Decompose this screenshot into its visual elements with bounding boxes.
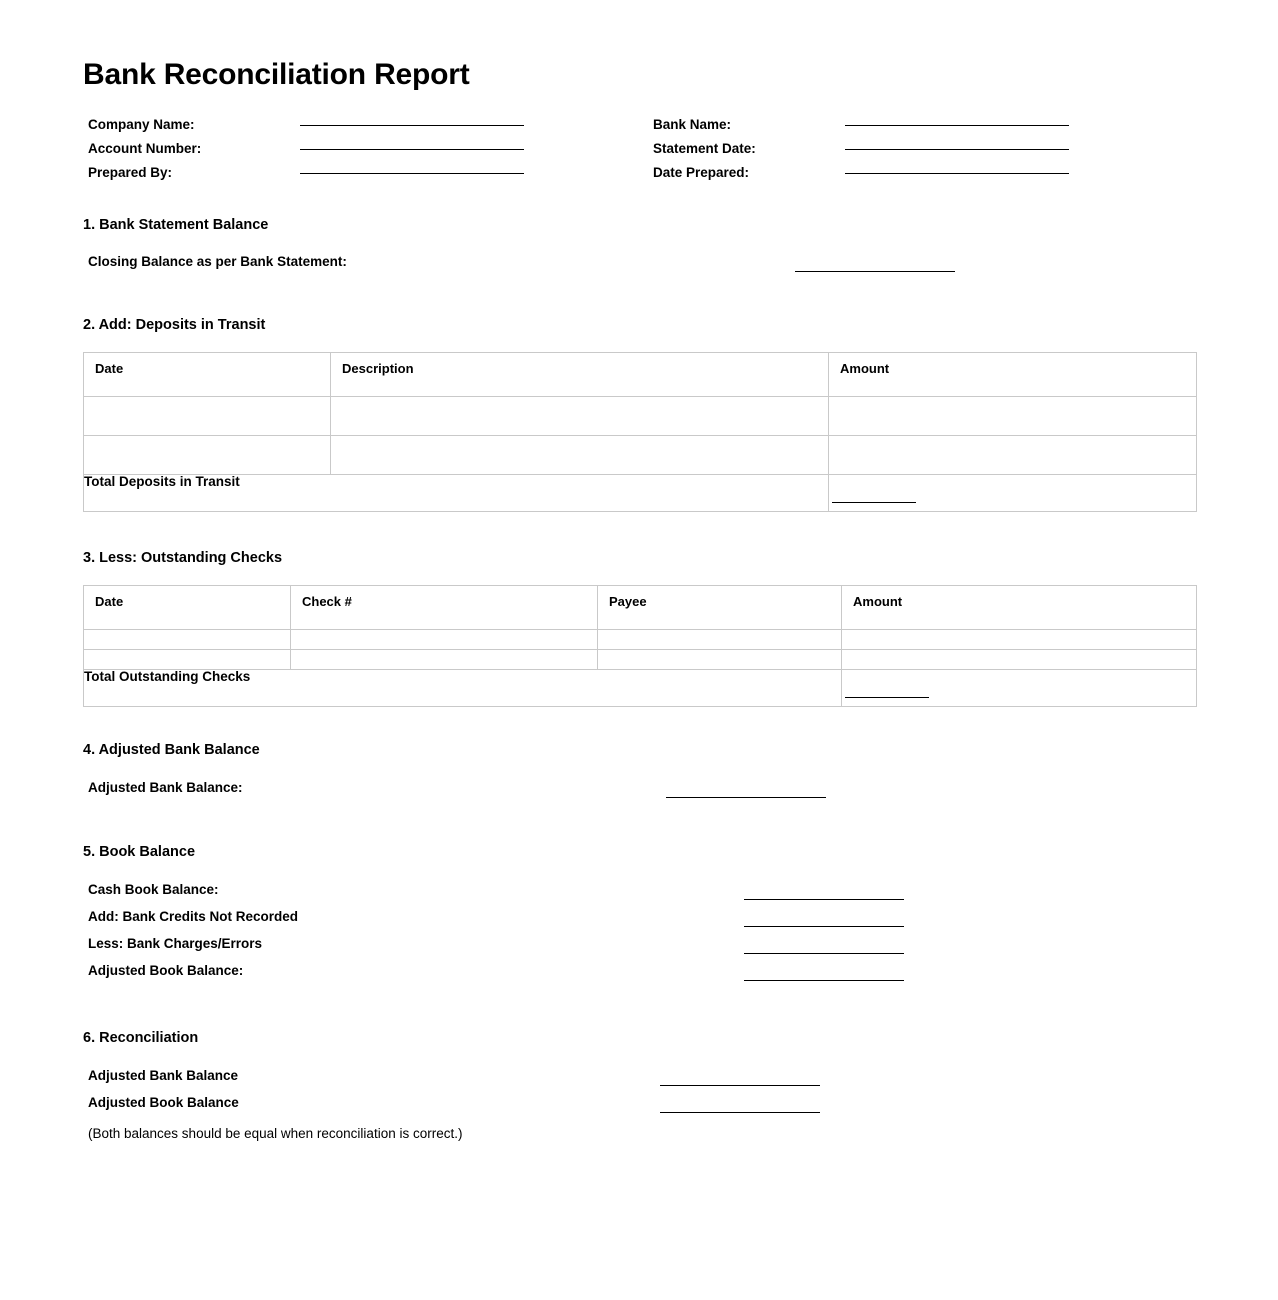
closing-balance-input-rule[interactable] — [795, 271, 955, 272]
row-adjusted-book-balance — [83, 963, 1196, 990]
section-heading-outstanding-checks: 3. Less: Outstanding Checks — [83, 550, 283, 566]
adjusted-book-balance-input-rule[interactable] — [744, 980, 904, 981]
total-amount-rule — [832, 502, 916, 503]
row-reconciliation-adjusted-book-balance — [83, 1095, 1196, 1122]
total-amount-rule — [845, 697, 929, 698]
cell-date[interactable] — [84, 397, 331, 436]
account-number-input-rule[interactable] — [300, 149, 524, 150]
section-heading-adjusted-bank-balance: 4. Adjusted Bank Balance — [83, 742, 260, 758]
cell-description[interactable] — [331, 436, 829, 475]
header-right-column — [653, 117, 1069, 189]
document-body — [83, 0, 1196, 1153]
deposits-in-transit-table — [83, 352, 1197, 512]
total-deposits-in-transit-label: Total Deposits in Transit — [84, 475, 829, 512]
column-header-check-number: Check # — [291, 586, 598, 630]
field-label: Date Prepared: — [653, 165, 750, 180]
cell-amount[interactable] — [829, 397, 1197, 436]
row-adjusted-bank-balance — [83, 780, 1196, 807]
column-header-payee: Payee — [598, 586, 842, 630]
row-label: Cash Book Balance: — [88, 882, 219, 897]
row-bank-credits-not-recorded — [83, 909, 1196, 936]
field-label: Statement Date: — [653, 141, 756, 156]
field-label: Company Name: — [88, 117, 195, 132]
row-cash-book-balance — [83, 882, 1196, 909]
table-row — [84, 436, 1197, 475]
row-label: Less: Bank Charges/Errors — [88, 936, 263, 951]
row-label: Closing Balance as per Bank Statement: — [88, 254, 347, 269]
field-account-number — [88, 141, 524, 165]
row-label: Add: Bank Credits Not Recorded — [88, 909, 299, 924]
date-prepared-input-rule[interactable] — [845, 173, 1069, 174]
outstanding-checks-table — [83, 585, 1197, 707]
document-header-fields — [83, 117, 1196, 189]
field-date-prepared — [653, 165, 1069, 189]
cash-book-balance-input-rule[interactable] — [744, 899, 904, 900]
cell-description[interactable] — [331, 397, 829, 436]
cell-amount[interactable] — [842, 650, 1197, 670]
field-label: Prepared By: — [88, 165, 173, 180]
company-name-input-rule[interactable] — [300, 125, 524, 126]
column-header-amount: Amount — [829, 353, 1197, 397]
table-total-row — [84, 475, 1197, 512]
cell-date[interactable] — [84, 630, 291, 650]
section-heading-bank-statement-balance: 1. Bank Statement Balance — [83, 217, 269, 233]
cell-amount[interactable] — [842, 630, 1197, 650]
total-outstanding-checks-label: Total Outstanding Checks — [84, 670, 842, 707]
header-left-column — [88, 117, 524, 189]
column-header-date: Date — [84, 353, 331, 397]
table-total-row — [84, 670, 1197, 707]
statement-date-input-rule[interactable] — [845, 149, 1069, 150]
field-label: Bank Name: — [653, 117, 732, 132]
reconciliation-book-balance-input-rule[interactable] — [660, 1112, 820, 1113]
cell-date[interactable] — [84, 436, 331, 475]
cell-check-number[interactable] — [291, 650, 598, 670]
row-label: Adjusted Bank Balance — [88, 1068, 239, 1083]
row-bank-charges-errors — [83, 936, 1196, 963]
field-company-name — [88, 117, 524, 141]
table-row — [84, 630, 1197, 650]
section-heading-reconciliation: 6. Reconciliation — [83, 1030, 199, 1046]
table-header-row — [84, 353, 1197, 397]
adjusted-bank-balance-input-rule[interactable] — [666, 797, 826, 798]
bank-charges-errors-input-rule[interactable] — [744, 953, 904, 954]
bank-credits-not-recorded-input-rule[interactable] — [744, 926, 904, 927]
reconciliation-note: (Both balances should be equal when reconciliation is correct.) — [88, 1126, 463, 1141]
cell-payee[interactable] — [598, 630, 842, 650]
row-closing-balance — [83, 254, 1196, 281]
page-title: Bank Reconciliation Report — [83, 58, 470, 91]
bank-name-input-rule[interactable] — [845, 125, 1069, 126]
table-row — [84, 397, 1197, 436]
row-label: Adjusted Book Balance: — [88, 963, 244, 978]
column-header-description: Description — [331, 353, 829, 397]
total-outstanding-checks-amount[interactable] — [842, 670, 1197, 707]
cell-check-number[interactable] — [291, 630, 598, 650]
row-reconciliation-adjusted-bank-balance — [83, 1068, 1196, 1095]
column-header-amount: Amount — [842, 586, 1197, 630]
cell-payee[interactable] — [598, 650, 842, 670]
field-label: Account Number: — [88, 141, 202, 156]
field-prepared-by — [88, 165, 524, 189]
section-heading-book-balance: 5. Book Balance — [83, 844, 196, 860]
total-deposits-in-transit-amount[interactable] — [829, 475, 1197, 512]
table-header-row — [84, 586, 1197, 630]
row-label: Adjusted Bank Balance: — [88, 780, 243, 795]
prepared-by-input-rule[interactable] — [300, 173, 524, 174]
row-reconciliation-note — [83, 1126, 1196, 1153]
section-heading-deposits-in-transit: 2. Add: Deposits in Transit — [83, 317, 266, 333]
row-label: Adjusted Book Balance — [88, 1095, 239, 1110]
field-bank-name — [653, 117, 1069, 141]
field-statement-date — [653, 141, 1069, 165]
reconciliation-bank-balance-input-rule[interactable] — [660, 1085, 820, 1086]
column-header-date: Date — [84, 586, 291, 630]
cell-date[interactable] — [84, 650, 291, 670]
table-row — [84, 650, 1197, 670]
cell-amount[interactable] — [829, 436, 1197, 475]
